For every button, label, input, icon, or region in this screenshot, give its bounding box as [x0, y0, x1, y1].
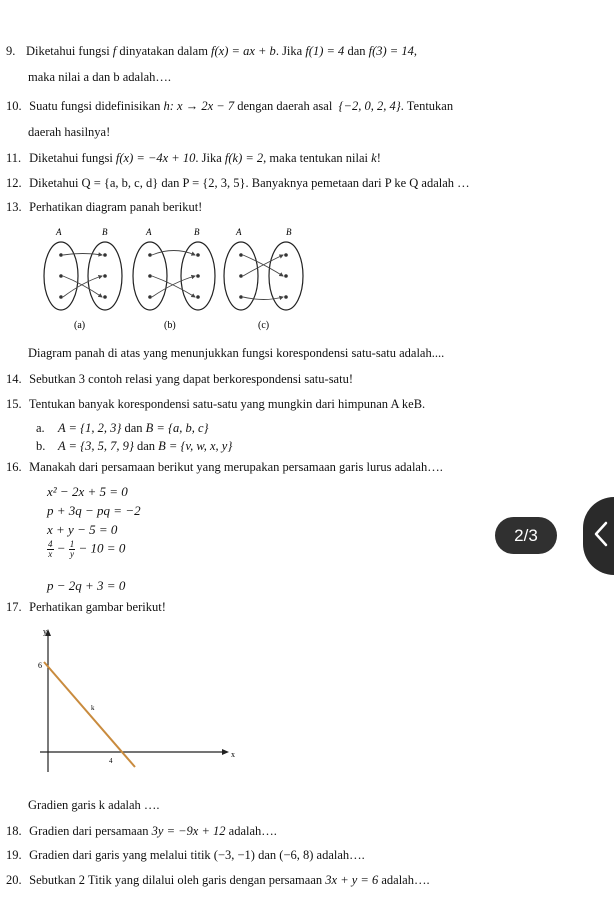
question-20: 20. Sebutkan 2 Titik yang dilalui oleh garis dengan persamaan 3x + y = 6 adalah…. — [6, 873, 430, 887]
page-indicator: 2/3 — [495, 517, 557, 554]
label-diagram-b: (b) — [164, 320, 176, 331]
question-10: 10. Suatu fungsi didefinisikan h: x → 2x − 7 dengan daerah asal {−2, 0, 2, 4}. Tentukan — [6, 99, 454, 113]
label-diagram-a: (a) — [74, 320, 86, 331]
label-set-A-a: A — [56, 227, 62, 237]
question-13: 13. Perhatikan diagram panah berikut! — [6, 200, 203, 214]
label-set-B-a: B — [102, 227, 108, 237]
tick-label-6: 6 — [38, 661, 42, 670]
question-9-line2: maka nilai a dan b adalah…. — [28, 70, 171, 84]
question-11: 11. Diketahui fungsi f(x) = −4x + 10. Jika f(k) = 2, maka tentukan nilai k! — [6, 151, 381, 165]
diagram-a — [44, 242, 122, 310]
question-18: 18. Gradien dari persamaan 3y = −9x + 12 adalah…. — [6, 824, 277, 838]
chevron-left-icon — [593, 520, 609, 552]
x-axis-label: x — [231, 750, 235, 759]
question-15-b: b. A = {3, 5, 7, 9} dan B = {v, w, x, y} — [36, 439, 233, 453]
line-k — [44, 662, 135, 767]
tick-label-4: 4 — [109, 757, 113, 765]
equation-2: p + 3q − pq = −2 — [47, 503, 141, 518]
question-13-caption: Diagram panah di atas yang menunjukkan fungsi korespondensi satu-satu adalah.... — [28, 346, 445, 360]
equation-1: x² − 2x + 5 = 0 — [47, 484, 128, 499]
question-16: 16. Manakah dari persamaan berikut yang merupakan persamaan garis lurus adalah…. — [6, 460, 443, 474]
diagram-b — [133, 242, 215, 310]
question-10-line2: daerah hasilnya! — [28, 125, 111, 139]
question-17: 17. Perhatikan gambar berikut! — [6, 600, 166, 614]
previous-page-button[interactable] — [583, 497, 614, 575]
fraction-1-over-y: $\frac{1}{y}$ — [69, 539, 75, 559]
question-15-a: a. A = {1, 2, 3} dan B = {a, b, c} — [36, 421, 209, 435]
line-graph — [38, 624, 238, 774]
label-set-A-b: A — [146, 227, 152, 237]
fraction-4-over-x: $\frac{4}{x}$ — [48, 539, 53, 559]
equation-3: x + y − 5 = 0 — [47, 522, 118, 537]
y-axis-label: y — [43, 627, 47, 636]
equation-5: p − 2q + 3 = 0 — [47, 578, 126, 593]
label-diagram-c: (c) — [258, 320, 270, 331]
arrow-diagrams — [36, 224, 306, 332]
question-15: 15. Tentukan banyak korespondensi satu-satu yang mungkin dari himpunan A keB. — [6, 397, 426, 411]
question-12: 12. Diketahui Q = {a, b, c, d} dan P = {2, 3, 5}. Banyaknya pemetaan dari P ke Q adalah … — [6, 176, 470, 190]
label-set-A-c: A — [236, 227, 242, 237]
label-set-B-c: B — [286, 227, 292, 237]
question-17-caption: Gradien garis k adalah …. — [28, 798, 160, 812]
line-label-k: k — [91, 704, 95, 712]
label-set-B-b: B — [194, 227, 200, 237]
question-14: 14. Sebutkan 3 contoh relasi yang dapat berkorespondensi satu-satu! — [6, 372, 353, 386]
question-9: 9. Diketahui fungsi f dinyatakan dalam f(x) = ax + b. Jika f(1) = 4 dan f(3) = 14, — [6, 44, 417, 58]
question-19: 19. Gradien dari garis yang melalui titik (−3, −1) dan (−6, 8) adalah…. — [6, 848, 365, 862]
equation-4: $\frac{4}{x}$ − $\frac{1}{y}$ − 10 = 0 — [48, 539, 126, 559]
